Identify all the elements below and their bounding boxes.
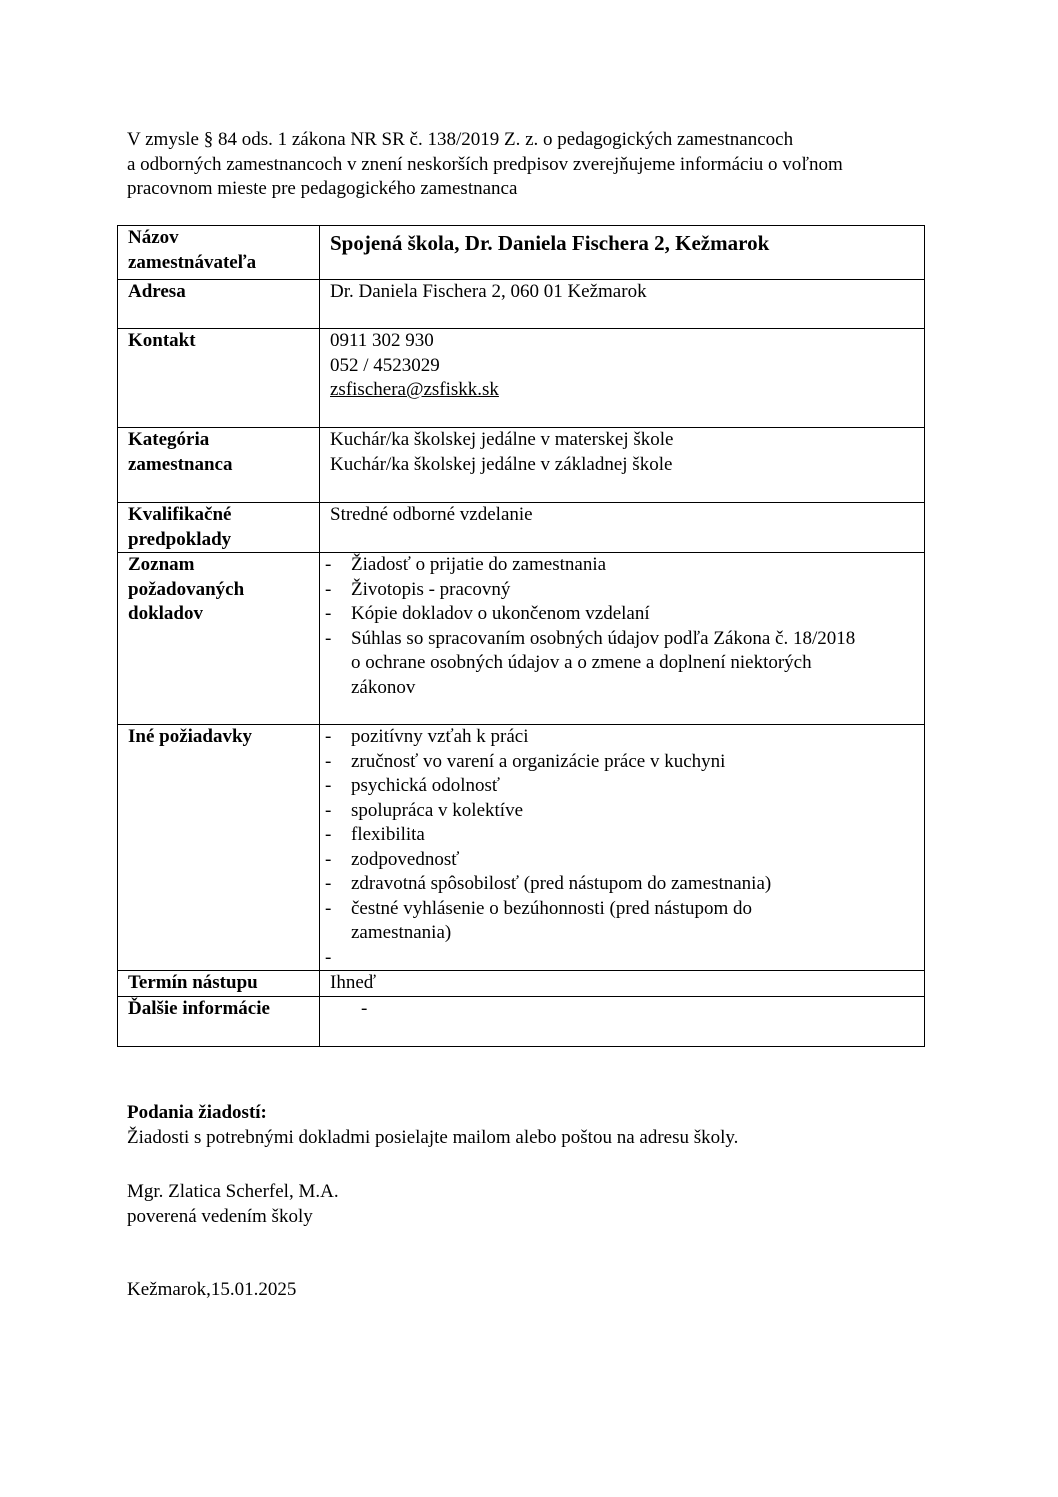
intro-paragraph (127, 128, 947, 202)
list-item: - zodpovednosť (325, 848, 844, 873)
employer-label: Názov zamestnávateľa (118, 226, 320, 280)
row-documents (118, 553, 925, 725)
category-value-cell (320, 428, 925, 503)
signatory-name: Mgr. Zlatica Scherfel, M.A. (127, 1181, 339, 1202)
other-list (325, 725, 924, 970)
contact-phone: 052 / 4523029 (330, 354, 440, 376)
submission-text: Žiadosti s potrebnými dokladmi posielajte mailom alebo poštou na adresu školy. (127, 1126, 739, 1148)
signature-block (127, 1180, 947, 1229)
contact-email-link[interactable]: zsfischera@zsfiskk.sk (330, 379, 499, 400)
employer-name: Spojená škola, Dr. Daniela Fischera 2, Kežmarok (330, 231, 770, 255)
place-date: Kežmarok,15.01.2025 (127, 1279, 297, 1300)
address-value: Dr. Daniela Fischera 2, 060 01 Kežmarok (320, 280, 925, 329)
qualification-label: Kvalifikačné predpoklady (118, 503, 320, 553)
row-qualification (118, 503, 925, 553)
documents-list (325, 553, 924, 700)
submission-heading: Podania žiadostí: (127, 1102, 267, 1123)
list-item: - zdravotná spôsobilosť (pred nástupom do zamestnania) (325, 872, 844, 897)
list-item: - spolupráca v kolektíve (325, 799, 844, 824)
contact-phone: 0911 302 930 (330, 330, 434, 351)
contact-label: Kontakt (118, 329, 320, 428)
row-address (118, 280, 925, 329)
other-label: Iné požiadavky (118, 725, 320, 971)
intro-line: a odborných zamestnancoch v znení neskorších predpisov zverejňujeme informáciu o voľnom (127, 153, 843, 175)
row-employer (118, 226, 925, 280)
list-item: - Žiadosť o prijatie do zamestnania (325, 553, 864, 578)
job-info-table (117, 225, 925, 1047)
row-category (118, 428, 925, 503)
row-other (118, 725, 925, 971)
other-value-cell (320, 725, 925, 971)
submission-section (127, 1101, 947, 1150)
qualification-value: Stredné odborné vzdelanie (320, 503, 925, 553)
documents-value-cell (320, 553, 925, 725)
more-label: Ďalšie informácie (118, 996, 320, 1046)
start-value: Ihneď (320, 971, 925, 997)
start-label: Termín nástupu (118, 971, 320, 997)
more-value: - (361, 997, 368, 1019)
more-value-cell (320, 996, 925, 1046)
list-item: - zručnosť vo varení a organizácie práce v kuchyni (325, 750, 844, 775)
list-item-empty (325, 946, 844, 971)
documents-label: Zoznam požadovaných dokladov (118, 553, 320, 725)
intro-line: V zmysle § 84 ods. 1 zákona NR SR č. 138/2019 Z. z. o pedagogických zamestnancoch (127, 129, 794, 150)
contact-value-cell (320, 329, 925, 428)
row-start (118, 971, 925, 997)
list-item: - Kópie dokladov o ukončenom vzdelaní (325, 602, 864, 627)
list-item: - pozitívny vzťah k práci (325, 725, 844, 750)
list-item: - čestné vyhlásenie o bezúhonnosti (pred nástupom do zamestnania) (325, 897, 844, 946)
intro-line: pracovnom mieste pre pedagogického zamestnanca (127, 178, 518, 199)
list-item: - Súhlas so spracovaním osobných údajov podľa Zákona č. 18/2018 o ochrane osobných údajov a o zmene a doplnení niektorých zákonov (325, 627, 864, 701)
list-item: - Životopis - pracovný (325, 578, 864, 603)
list-item: - flexibilita (325, 823, 844, 848)
row-more (118, 996, 925, 1046)
address-label: Adresa (118, 280, 320, 329)
signatory-role: poverená vedením školy (127, 1205, 313, 1227)
category-value: Kuchár/ka školskej jedálne v materskej škole (330, 429, 674, 450)
employer-value-cell (320, 226, 925, 280)
row-contact (118, 329, 925, 428)
category-value: Kuchár/ka školskej jedálne v základnej škole (330, 453, 673, 475)
list-item: - psychická odolnosť (325, 774, 844, 799)
category-label: Kategória zamestnanca (118, 428, 320, 503)
